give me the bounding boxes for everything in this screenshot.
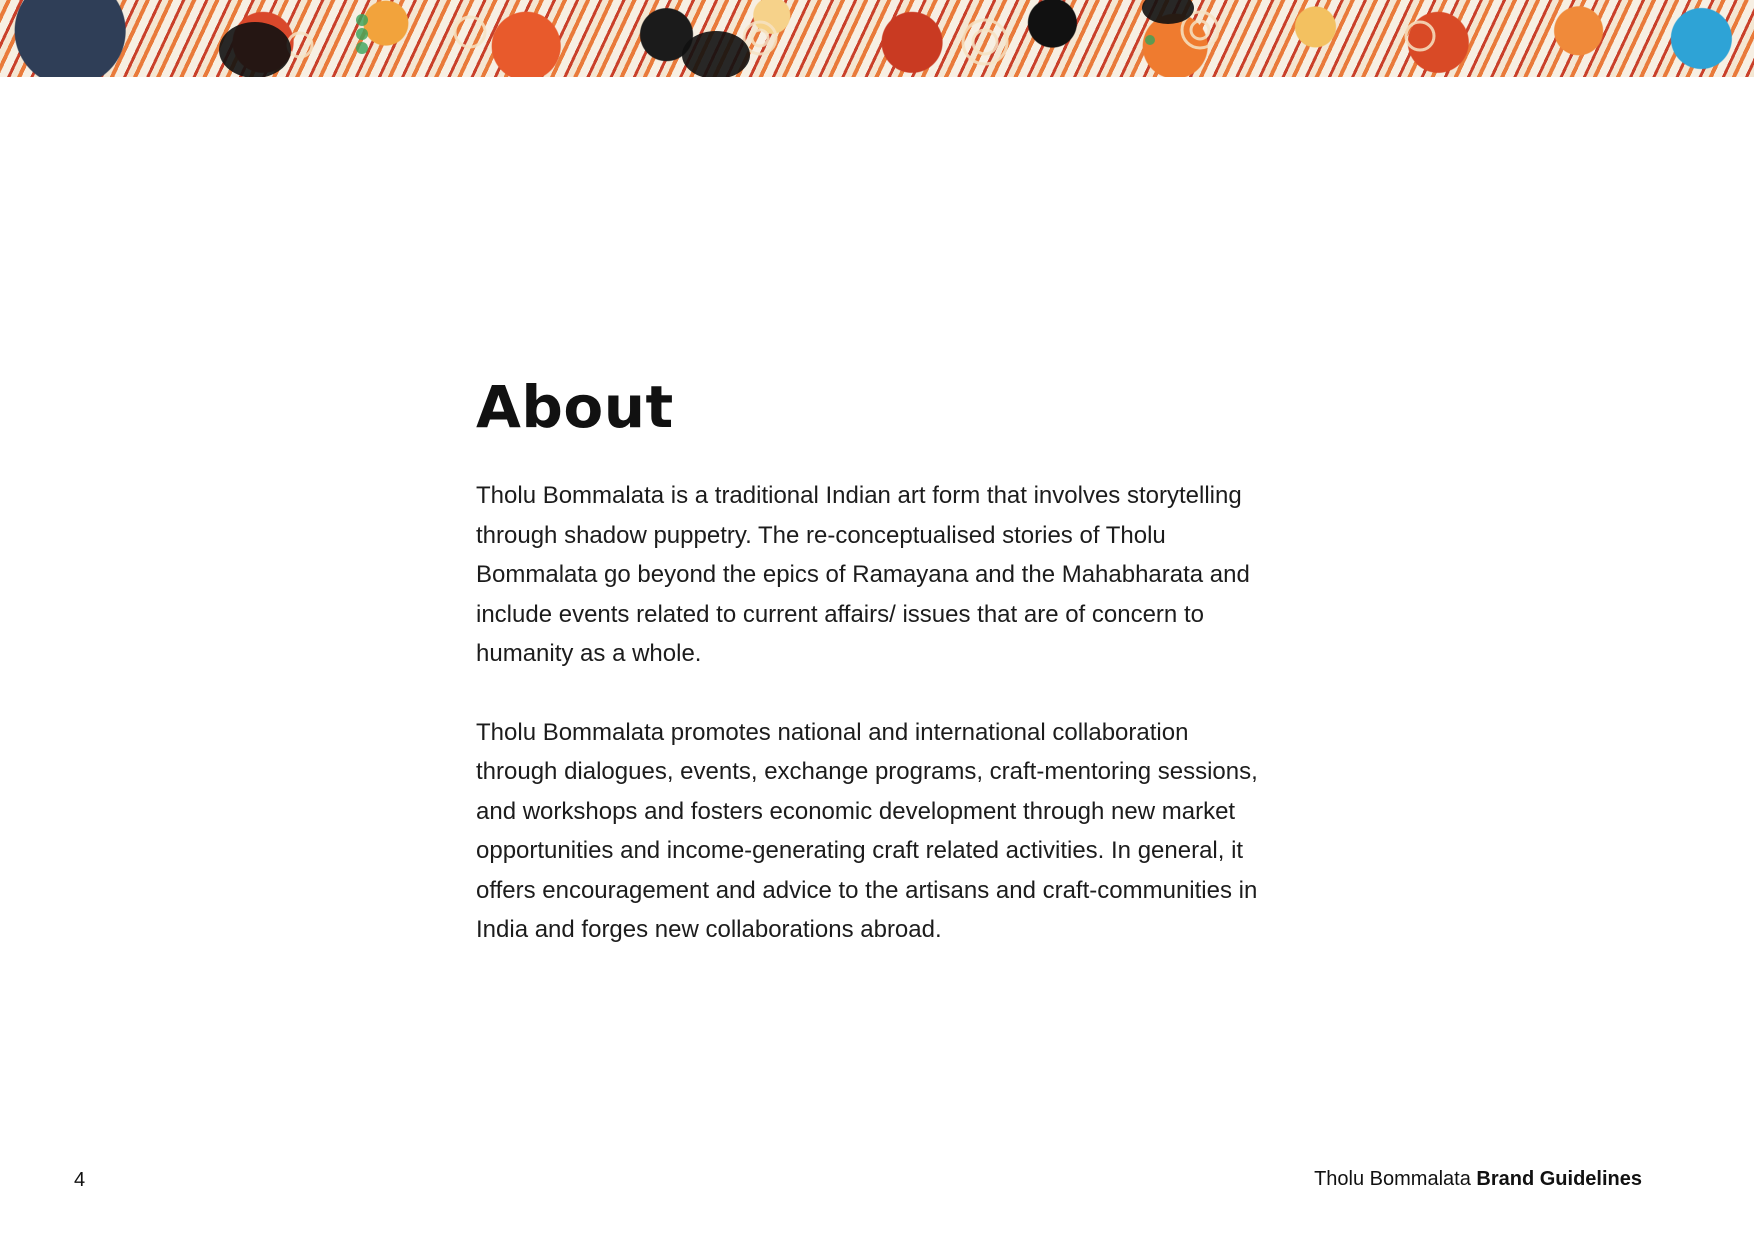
about-paragraph-2: Tholu Bommalata promotes national and international collaboration through dialogues, events, exchange programs, craft-mentoring sessions, and workshops and fosters economic development through new market opportunities and income-generating craft related activities. In general, it offers encouragement and advice to the artisans and craft-communities in India and forges new collaborations abroad. xyxy=(476,718,1258,943)
footer-brand-suffix: Brand Guidelines xyxy=(1476,1168,1642,1190)
footer-brand-name: Tholu Bommalata xyxy=(1314,1168,1471,1190)
header-banner-artwork xyxy=(0,0,1754,77)
about-paragraph-1: Tholu Bommalata is a traditional Indian art form that involves storytelling through shadow puppetry. The re-conceptualised stories of Tholu Bommalata go beyond the epics of Ramayana and the Mahabharata and include events related to current affairs/ issues that are of concern to humanity as a whole. xyxy=(476,482,1250,667)
about-section xyxy=(476,372,1276,950)
footer-brand-label xyxy=(1314,1167,1642,1191)
page-title: About xyxy=(476,373,674,441)
banner-ornament-icon xyxy=(0,0,1754,77)
page-number: 4 xyxy=(74,1169,86,1191)
